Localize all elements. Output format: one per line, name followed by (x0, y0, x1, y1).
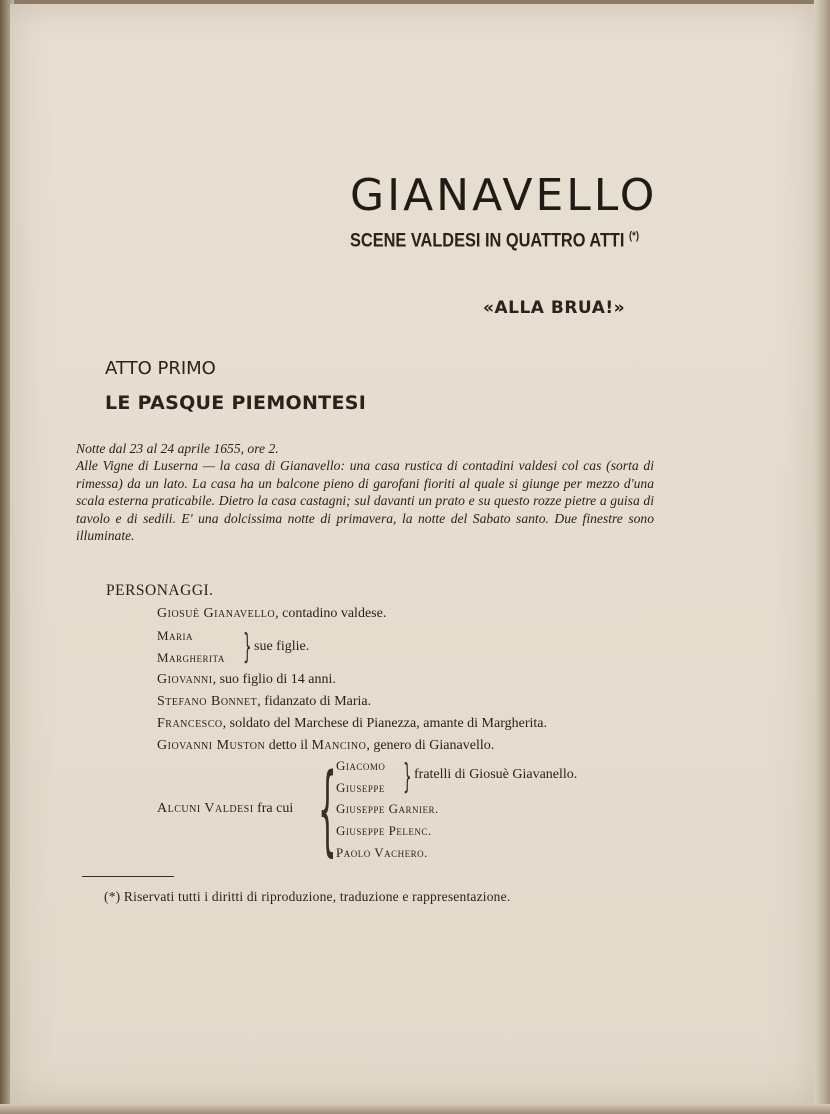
character-giuseppe: Giuseppe (336, 780, 385, 795)
character-name: Giosuè Gianavello (157, 606, 276, 621)
play-title: GIANAVELLO (350, 170, 658, 221)
act-title: LE PASQUE PIEMONTESI (105, 392, 367, 414)
character-name: Giovanni (157, 672, 213, 687)
subtitle-text: SCENE VALDESI IN QUATTRO ATTI (350, 230, 625, 252)
character-muston (157, 738, 494, 754)
setting-description: Alle Vigne di Luserna — la casa di Gianavello: una casa rustica di contadini valdesi col cas (sorta di rimessa) da un lato. La casa ha un balcone pieno di garofani fioriti al quale si giunge per mezzo d'una scala esterna praticabile. Dietro la casa castagni; sul davanti un prato e su questo rozze pietre a guisa di tavolo e di sedili. E' una dolcissima notte di primavera, la notte del Sabato santo. Due finestre sono illuminate. (76, 458, 654, 544)
character-desc: , fidanzato di Maria. (257, 694, 372, 709)
character-name: Stefano Bonnet (157, 694, 258, 709)
character-name: Giovanni Muston (157, 738, 266, 753)
stage-directions (76, 440, 654, 544)
character-nickname: Mancino (311, 738, 367, 753)
play-motto: «ALLA BRUA!» (483, 298, 626, 318)
brace-daughters: } (243, 627, 252, 667)
character-stefano (157, 694, 371, 710)
character-valdesi (157, 801, 293, 817)
act-number: ATTO PRIMO (105, 358, 216, 379)
group-desc: fra cui (253, 801, 294, 816)
book-page (10, 4, 816, 1104)
daughters-desc: sue figlie. (254, 639, 310, 654)
page-edge-bottom (0, 1104, 830, 1114)
character-maria: Maria (157, 628, 194, 643)
footnote: (*) Riservati tutti i diritti di riproduzione, traduzione e rappresentazione. (104, 889, 511, 904)
page-edge-right (814, 0, 830, 1114)
footnote-rule (82, 876, 174, 877)
brace-brothers: } (403, 757, 412, 797)
character-pelenc: Giuseppe Pelenc. (336, 823, 432, 838)
character-desc: , soldato del Marchese di Pianezza, amante di Margherita. (222, 716, 547, 731)
character-margherita: Margherita (157, 650, 225, 665)
character-desc: , contadino valdese. (275, 606, 387, 621)
character-gianavello (157, 606, 386, 622)
character-garnier: Giuseppe Garnier. (336, 801, 439, 816)
character-vachero: Paolo Vachero. (336, 845, 428, 860)
group-name: Alcuni Valdesi (157, 801, 254, 816)
character-desc: , genero di Gianavello. (366, 738, 495, 753)
characters-heading: PERSONAGGI. (106, 582, 214, 599)
character-desc: detto il (265, 738, 312, 753)
setting-time: Notte dal 23 al 24 aprile 1655, ore 2. (76, 441, 279, 456)
character-name: Francesco (157, 716, 223, 731)
character-francesco (157, 716, 547, 732)
brothers-desc: fratelli di Giosuè Giavanello. (414, 767, 578, 782)
character-giovanni (157, 672, 336, 688)
character-desc: , suo figlio di 14 anni. (212, 672, 336, 687)
brace-valdesi: { (318, 753, 337, 867)
character-giacomo: Giacomo (336, 758, 386, 773)
footnote-marker: (*) (629, 230, 639, 242)
play-subtitle (350, 230, 639, 252)
